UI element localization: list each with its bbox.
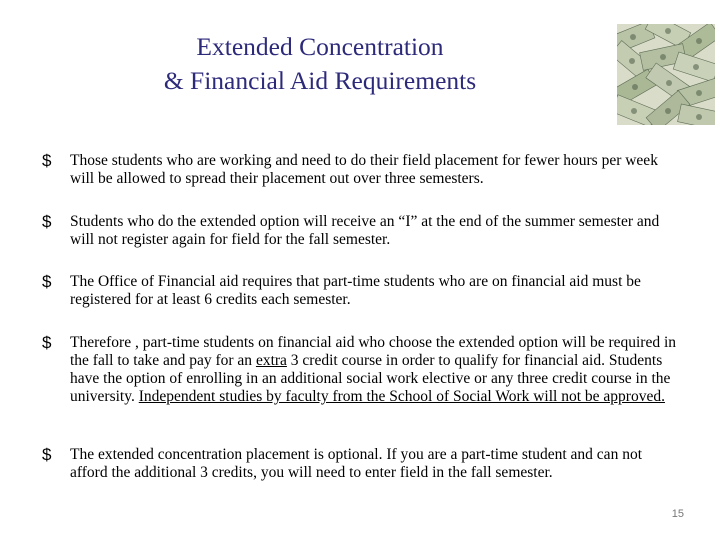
bullet-text: The Office of Financial aid requires that part-time students who are on financial aid must be registered for at least 6 credits each semester. — [70, 273, 641, 308]
bullet-text: Students who do the extended option will receive an “I” at the end of the summer semester and will not register again for field for the fall semester. — [70, 213, 660, 248]
bullet-text: Those students who are working and need to do their field placement for fewer hours per week will be allowed to spread their placement out over three semesters. — [70, 152, 658, 187]
dollar-bullet-icon: $ — [42, 212, 52, 231]
dollar-bullet-icon: $ — [42, 272, 52, 291]
page-number: 15 — [671, 508, 684, 520]
emphasized-word: extra — [255, 352, 287, 369]
dollar-bullet-icon: $ — [42, 445, 52, 464]
bullet-text-part: Therefore , part-time students on financial aid who choose the extended option will be required in the fall to take and pay for an — [70, 334, 677, 369]
dollar-bullet-icon: $ — [42, 333, 52, 352]
bullet-text — [70, 334, 682, 406]
dollar-bullet-icon: $ — [42, 151, 52, 170]
title-line-2: & Financial Aid Requirements — [163, 66, 477, 95]
bullet-text: The extended concentration placement is optional. If you are a part-time student and can not afford the additional 3 credits, you will need to enter field in the fall semester. — [70, 446, 642, 481]
underlined-note: Independent studies by faculty from the School of Social Work will not be approved. — [138, 388, 665, 405]
money-collage-icon — [617, 24, 715, 125]
slide-title — [100, 30, 540, 98]
title-line-1: Extended Concentration — [196, 32, 444, 61]
bullet-text-part: 3 credit course in order to qualify for financial aid. Students have the option of enrolling in an additional social work elective or any three credit course in the university. — [70, 352, 671, 405]
